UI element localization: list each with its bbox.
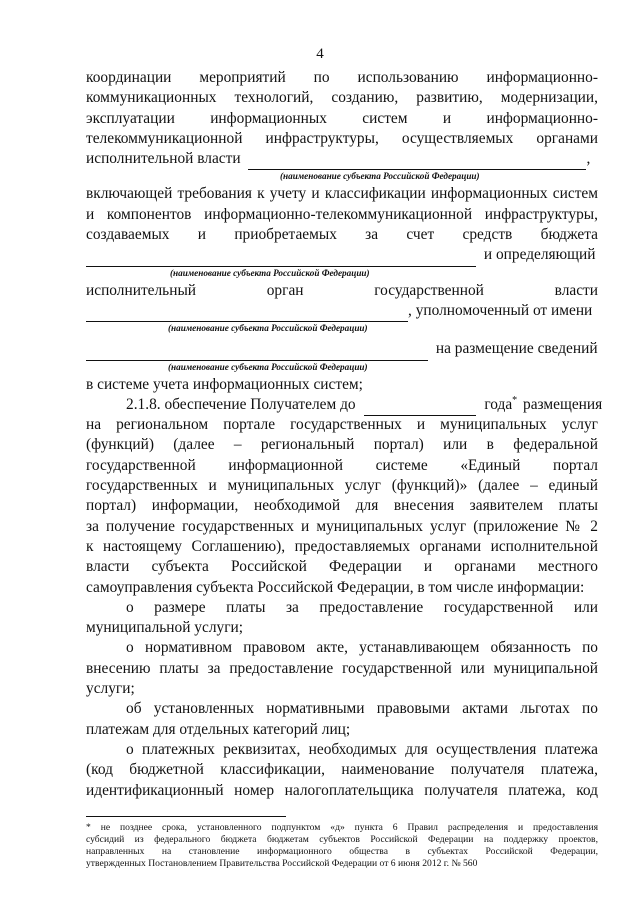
fill-in-blank	[248, 149, 586, 170]
text-line: об установленных нормативными правовыми актами льготах по	[126, 700, 598, 718]
text-fragment: и определяющий	[483, 246, 596, 264]
fill-in-blank	[364, 395, 476, 416]
text-line: к настоящему Соглашению), предоставляемых органами исполнительной	[86, 537, 598, 555]
text-line: власти субъекта Российской Федерации и органами местного	[86, 558, 598, 576]
text-line: и компонентов информационно-телекоммуникационной инфраструктуры,	[86, 205, 598, 223]
text-fragment: ,	[586, 150, 591, 168]
text-line	[86, 394, 603, 415]
field-caption: (наименование субъекта Российской Федерации)	[168, 323, 368, 334]
text-line: (код бюджетной классификации, наименование получателя платежа,	[86, 761, 598, 779]
text-line: телекоммуникационной инфраструктуры, осуществляемых органами	[86, 129, 598, 147]
text-fragment: не позднее срока, установленного подпунктом «д» пункта 6 Правил распределения и предоставления	[100, 822, 598, 833]
text-line: (функций) (далее – региональный портал) или в федеральной	[86, 436, 598, 454]
text-line: внесению платы за предоставление государственной или муниципальной	[86, 659, 598, 677]
text-line	[86, 245, 598, 265]
text-line: о платежных реквизитах, необходимых для осуществления платежа	[126, 740, 598, 758]
footnote-line: направленных на становление информационного общества в субъектах Российской Федерации,	[86, 846, 598, 857]
fill-in-blank	[86, 301, 408, 322]
footnote-line	[86, 822, 598, 834]
text-line: включающей требования к учету и классификации информационных систем	[86, 185, 598, 203]
text-fragment: размещения	[523, 395, 603, 413]
footnote-line: утвержденных Постановлением Правительства Российской Федерации от 6 июня 2012 г. № 560	[86, 858, 478, 869]
text-line: идентификационный номер налогоплательщика получателя платежа, код	[86, 781, 598, 799]
text-line: самоуправления субъекта Российской Федерации, в том числе информации:	[86, 578, 585, 596]
text-line: создаваемых и приобретаемых за счет средств бюджета	[86, 226, 598, 244]
footnote-line: субсидий из федерального бюджета бюджетам субъектов Российской Федерации на поддержку проектов,	[86, 834, 598, 845]
field-caption: (наименование субъекта Российской Федерации)	[280, 171, 480, 182]
field-caption: (наименование субъекта Российской Федерации)	[168, 361, 368, 372]
text-line	[86, 301, 598, 321]
text-fragment: 2.1.8. обеспечение Получателем до	[126, 395, 356, 413]
text-line: государственных и муниципальных услуг (функций)» (далее – единый	[86, 477, 598, 495]
fill-in-blank	[86, 339, 428, 360]
text-line: государственной информационной системе «Единый портал	[86, 456, 598, 474]
text-fragment: , уполномоченный от имени	[408, 301, 593, 319]
text-line	[86, 149, 598, 169]
text-line: координации мероприятий по использованию информационно-	[86, 69, 598, 86]
text-line	[86, 339, 598, 359]
text-line: муниципальной услуги;	[86, 619, 244, 637]
text-fragment: на размещение сведений	[435, 340, 598, 358]
text-fragment: исполнительной власти	[86, 150, 241, 168]
footnote-marker: *	[512, 394, 518, 406]
fill-in-blank	[86, 245, 476, 266]
field-caption: (наименование субъекта Российской Федерации)	[170, 267, 370, 278]
text-line: о размере платы за предоставление государственной или	[126, 598, 598, 616]
text-line: в системе учета информационных систем;	[86, 375, 363, 393]
text-line: услуги;	[86, 680, 135, 698]
text-line: исполнительный орган государственной власти	[86, 281, 598, 299]
text-line: коммуникационных технологий, созданию, развитию, модернизации,	[86, 89, 598, 107]
text-line: эксплуатации информационных систем и информационно-	[86, 109, 598, 127]
text-line: за получение государственных и муниципальных услуг (приложение № 2	[86, 517, 598, 535]
text-line: платежам для отдельных категорий лиц;	[86, 720, 351, 738]
document-body	[86, 68, 603, 801]
text-line: о нормативном правовом акте, устанавливающем обязанность по	[126, 639, 598, 657]
footnote	[86, 822, 598, 870]
footnote-marker: *	[86, 822, 91, 833]
text-line: портал) информации, необходимой для внесения заявителем платы	[86, 497, 598, 515]
footnote-divider	[86, 816, 286, 817]
text-line: на региональном портале государственных и муниципальных услуг	[86, 416, 598, 434]
page-number: 4	[316, 46, 324, 62]
text-fragment: года	[484, 395, 513, 413]
